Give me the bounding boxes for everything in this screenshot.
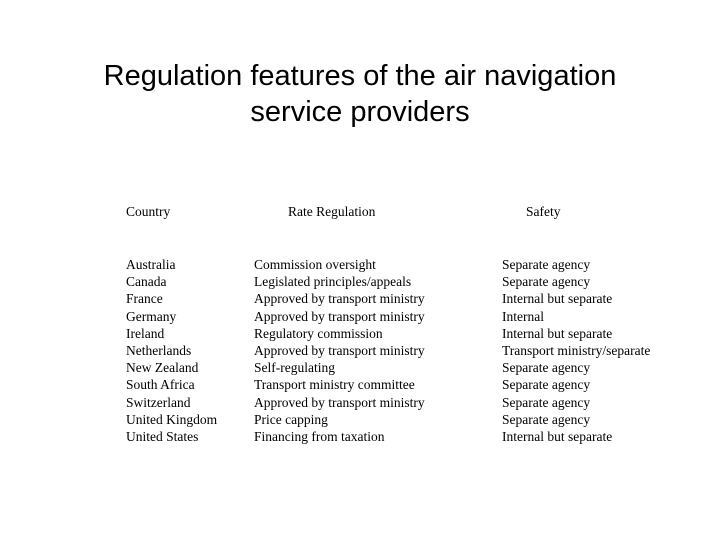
safety-cell: Separate agency	[502, 257, 591, 272]
rate-regulation-cell: Approved by transport ministry	[254, 342, 425, 358]
table-row	[124, 359, 684, 376]
safety-cell: Separate agency	[502, 360, 591, 376]
country-cell: Switzerland	[126, 394, 191, 410]
country-cell: United Kingdom	[126, 411, 218, 427]
column-header-rate-regulation: Rate Regulation	[288, 204, 376, 219]
safety-cell: Separate agency	[502, 411, 591, 427]
country-cell: New Zealand	[126, 360, 199, 376]
rate-regulation-cell: Legislated principles/appeals	[254, 274, 412, 290]
table-row	[124, 342, 684, 359]
rate-regulation-cell: Price capping	[254, 411, 328, 427]
safety-cell: Transport ministry/separate	[502, 342, 651, 358]
country-cell: South Africa	[126, 377, 195, 393]
table-row	[124, 308, 684, 325]
country-cell: Ireland	[126, 325, 165, 341]
country-cell: Canada	[126, 274, 167, 290]
rate-regulation-cell: Approved by transport ministry	[254, 291, 425, 307]
rate-regulation-cell: Commission oversight	[254, 257, 376, 272]
column-header-safety: Safety	[526, 204, 561, 219]
country-cell: France	[126, 291, 163, 307]
table-row	[124, 325, 684, 342]
rate-regulation-cell: Approved by transport ministry	[254, 308, 425, 324]
slide-title	[0, 58, 720, 130]
table-row	[124, 394, 684, 411]
table-row	[124, 273, 684, 290]
table-row	[124, 376, 684, 393]
safety-cell: Internal but separate	[502, 428, 613, 444]
safety-cell: Internal but separate	[502, 325, 613, 341]
rate-regulation-cell: Approved by transport ministry	[254, 394, 425, 410]
rate-regulation-cell: Financing from taxation	[254, 428, 385, 444]
table-row	[124, 256, 684, 273]
slide-title-line-2: service providers	[250, 96, 470, 128]
slide-title-line-1: Regulation features of the air navigation	[103, 60, 617, 92]
safety-cell: Separate agency	[502, 394, 591, 410]
table-row	[124, 411, 684, 428]
table-row	[124, 428, 684, 445]
column-header-country: Country	[126, 204, 171, 219]
table-row	[124, 290, 684, 307]
safety-cell: Internal	[502, 308, 544, 324]
rate-regulation-cell: Regulatory commission	[254, 325, 383, 341]
safety-cell: Separate agency	[502, 377, 591, 393]
country-cell: Australia	[126, 257, 176, 272]
country-cell: United States	[126, 428, 199, 444]
table-body	[124, 256, 684, 445]
safety-cell: Separate agency	[502, 274, 591, 290]
country-cell: Netherlands	[126, 342, 192, 358]
safety-cell: Internal but separate	[502, 291, 613, 307]
rate-regulation-cell: Self-regulating	[254, 360, 335, 376]
country-cell: Germany	[126, 308, 177, 324]
rate-regulation-cell: Transport ministry committee	[254, 377, 415, 393]
